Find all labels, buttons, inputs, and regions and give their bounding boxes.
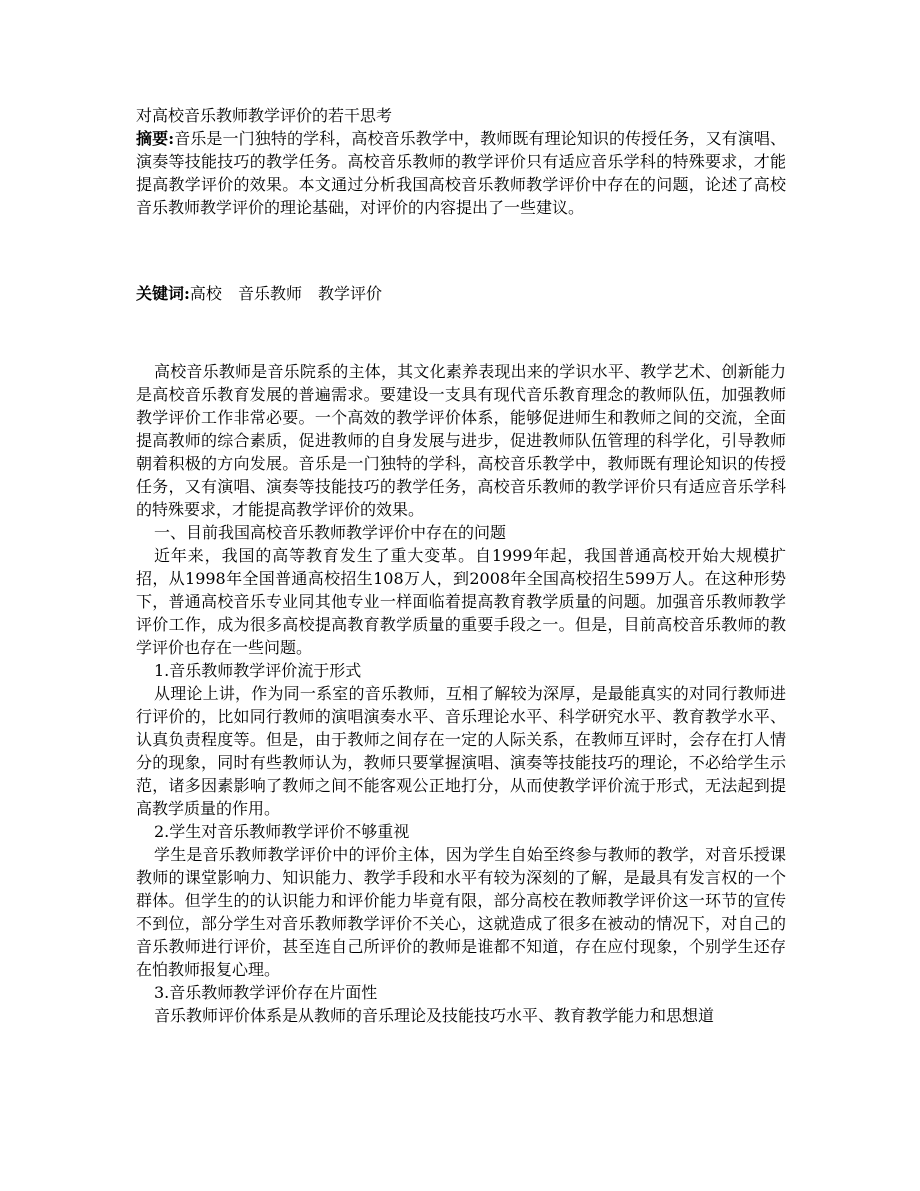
abstract-text: 音乐是一门独特的学科，高校音乐教学中，教师既有理论知识的传授任务，又有演唱、演奏等技能技巧的教学任务。高校音乐教师的教学评价只有适应音乐学科的特殊要求，才能提高教学评价的效果。本文通过分析我国高校音乐教师教学评价中存在的问题，论述了高校音乐教师教学评价的理论基础，对评价的内容提出了一些建议。 <box>136 129 786 217</box>
keyword: 高校 <box>189 284 222 303</box>
subsection-paragraph: 音乐教师评价体系是从教师的音乐理论及技能技巧水平、教育教学能力和思想道 <box>154 1006 715 1025</box>
document-title: 对高校音乐教师教学评价的若干思考 <box>136 106 393 125</box>
abstract-label: 摘要: <box>136 129 175 148</box>
subsection-paragraph: 学生是音乐教师教学评价中的评价主体，因为学生自始至终参与教师的教学，对音乐授课教师的课堂影响力、知识能力、教学手段和水平有较为深刻的了解，是最具有发言权的一个群体。但学生的的认识能力和评价能力毕竟有限，部分高校在教师教学评价这一环节的宣传不到位，部分学生对音乐教师教学评价不关心，这就造成了很多在被动的情况下，对自己的音乐教师进行评价，甚至连自己所评价的教师是谁都不知道，存在应付现象，个别学生还存在怕教师报复心理。 <box>136 845 786 979</box>
subsection-heading: 1.音乐教师教学评价流于形式 <box>154 661 362 680</box>
keyword: 教学评价 <box>317 284 382 303</box>
keywords-label: 关键词: <box>136 284 190 303</box>
subsection-paragraph: 从理论上讲，作为同一系室的音乐教师，互相了解较为深厚，是最能真实的对同行教师进行评价的，比如同行教师的演唱演奏水平、音乐理论水平、科学研究水平、教育教学水平、认真负责程度等。但是，由于教师之间存在一定的人际关系，在教师互评时，会存在打人情分的现象，同时有些教师认为，教师只要掌握演唱、演奏等技能技巧的理论，不必给学生示范，诸多因素影响了教师之间不能客观公正地打分，从而使教学评价流于形式，无法起到提高教学质量的作用。 <box>136 684 786 818</box>
subsection-heading: 3.音乐教师教学评价存在片面性 <box>154 983 378 1002</box>
section-heading: 一、目前我国高校音乐教师教学评价中存在的问题 <box>154 523 507 542</box>
section-paragraph: 近年来，我国的高等教育发生了重大变革。自1999年起，我国普通高校开始大规模扩招，从1998年全国普通高校招生108万人，到2008年全国高校招生599万人。在这种形势下，普通高校音乐专业同其他专业一样面临着提高教育教学质量的问题。加强音乐教师教学评价工作，成为很多高校提高教育教学质量的重要手段之一。但是，目前高校音乐教师的教学评价也存在一些问题。 <box>136 546 786 657</box>
subsection-heading: 2.学生对音乐教师教学评价不够重视 <box>154 822 410 841</box>
keywords-line <box>136 282 786 305</box>
abstract <box>136 127 786 219</box>
intro-paragraph: 高校音乐教师是音乐院系的主体，其文化素养表现出来的学识水平、教学艺术、创新能力是高校音乐教育发展的普遍需求。要建设一支具有现代音乐教育理念的教师队伍，加强教师教学评价工作非常必要。一个高效的教学评价体系，能够促进师生和教师之间的交流，全面提高教师的综合素质，促进教师的自身发展与进步，促进教师队伍管理的科学化，引导教师朝着积极的方向发展。音乐是一门独特的学科，高校音乐教学中，教师既有理论知识的传授任务，又有演唱、演奏等技能技巧的教学任务，高校音乐教师的教学评价只有适应音乐学科的特殊要求，才能提高教学评价的效果。 <box>136 362 786 519</box>
document-page <box>136 104 786 1027</box>
keyword: 音乐教师 <box>237 284 302 303</box>
